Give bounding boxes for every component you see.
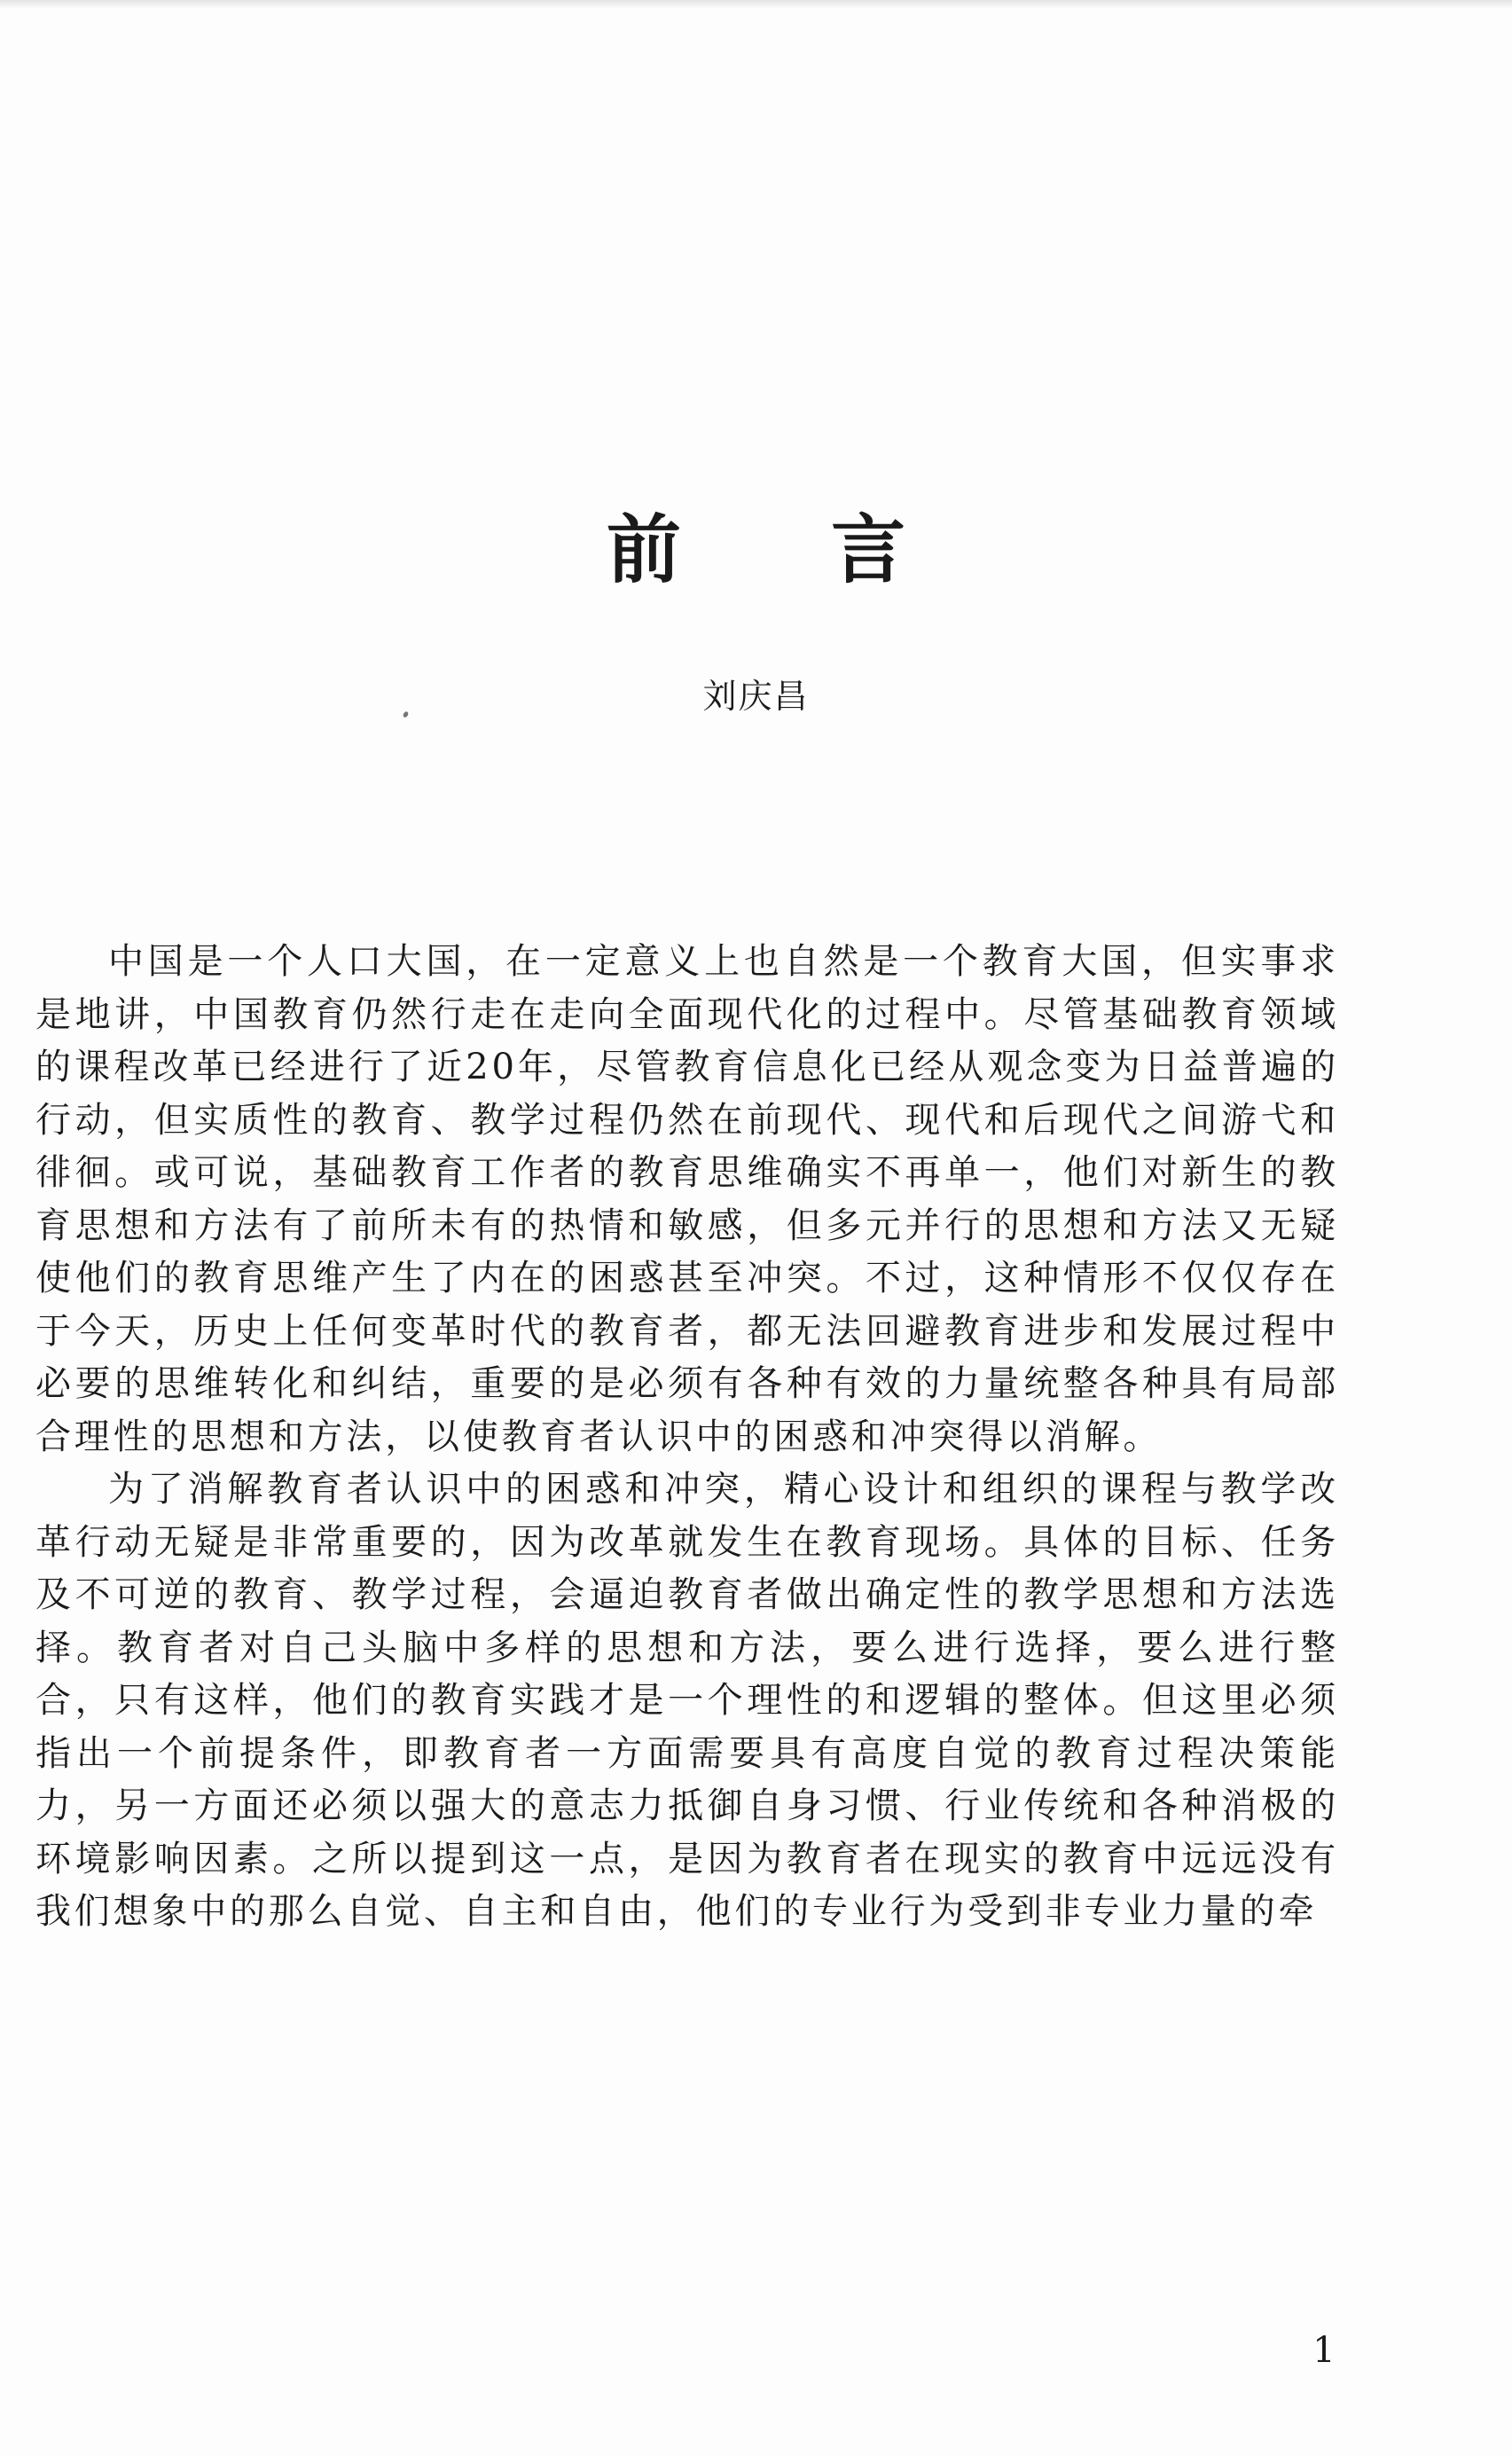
author-name: 刘庆昌: [702, 677, 810, 716]
paragraph-2: 为了消解教育者认识中的困惑和冲突，精心设计和组织的课程与教学改革行动无疑是非常重要的，因为改革就发生在教育现场。具体的目标、任务及不可逆的教育、教学过程，会逼迫教育者做出确定性的教学思想和方法选择。教育者对自己头脑中多样的思想和方法，要么进行选择，要么进行整合，只有这样，他们的教育实践才是一个理性的和逻辑的整体。但这里必须指出一个前提条件，即教育者一方面需要具有高度自觉的教育过程决策能力，另一方面还必须以强大的意志力抵御自身习惯、行业传统和各种消极的环境影响因素。之所以提到这一点，是因为教育者在现实的教育中远远没有我们想象中的那么自觉、自主和自由，他们的专业行为受到非专业力量的牵: [35, 1469, 1339, 1932]
page-title: 前 言: [606, 506, 968, 593]
paragraph-1: 中国是一个人口大国，在一定意义上也自然是一个教育大国，但实事求是地讲，中国教育仍然行走在走向全面现代化的过程中。尽管基础教育领域的课程改革已经进行了近20年，尽管教育信息化已经从观念变为日益普遍的行动，但实质性的教育、教学过程仍然在前现代、现代和后现代之间游弋和徘徊。或可说，基础教育工作者的教育思维确实不再单一，他们对新生的教育思想和方法有了前所未有的热情和敏感，但多元并行的思想和方法又无疑使他们的教育思维产生了内在的困惑甚至冲突。不过，这种情形不仅仅存在于今天，历史上任何变革时代的教育者，都无法回避教育进步和发展过程中必要的思维转化和纠结，重要的是必须有各种有效的力量统整各种具有局部合理性的思想和方法，以使教育者认识中的困惑和冲突得以消解。: [35, 941, 1339, 1457]
page-number: 1: [1312, 2330, 1336, 2371]
scan-edge: [0, 0, 1512, 9]
body-text: [35, 936, 1339, 1939]
